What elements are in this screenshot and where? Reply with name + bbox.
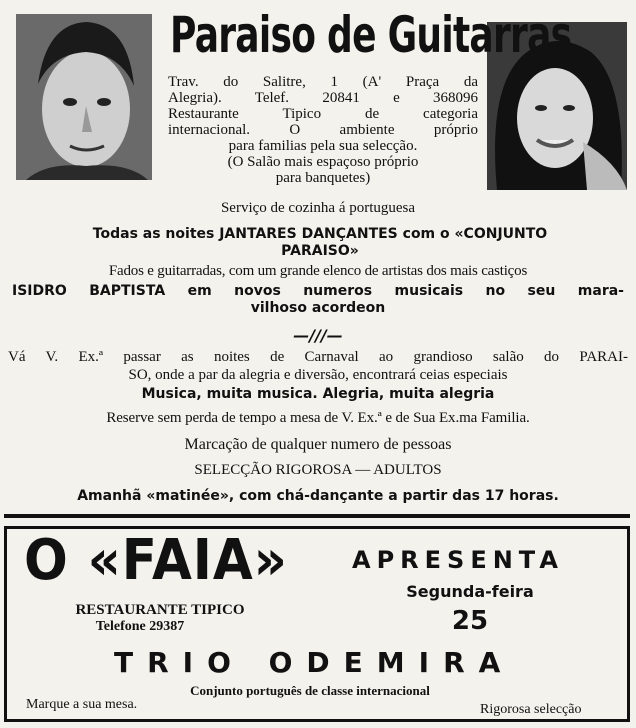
address-line: Restaurante Tipico de categoria: [168, 106, 478, 122]
conjunto-line: Conjunto português de classe internacional: [190, 683, 430, 698]
dinner-line: [20, 226, 620, 260]
amanha-line: Amanhã «matinée», com chá-dançante a partir das 17 horas.: [77, 488, 559, 504]
trio-name: TRIO ODEMIRA: [114, 646, 515, 679]
reserve-line: Reserve sem perda de tempo a mesa de V. Ex.ª e de Sua Ex.ma Familia.: [106, 410, 530, 426]
address-line: Trav. do Salitre, 1 (A' Praça da: [168, 74, 478, 90]
ad-title: Paraiso de Guitarras: [170, 6, 572, 64]
isidro-line: [12, 283, 624, 317]
apresenta-heading: APRESENTA: [352, 546, 564, 574]
restaurant-type: RESTAURANTE TIPICO: [75, 602, 245, 618]
bottom-ad-left-rule: [4, 526, 7, 722]
dinner-line-2: PARAISO»: [281, 243, 359, 259]
bottom-ad-right-rule: [627, 526, 630, 722]
marcacao-line: Marcação de qualquer numero de pessoas: [184, 436, 452, 453]
address-line: Alegria). Telef. 20841 e 368096: [168, 90, 478, 106]
musica-line: Musica, muita musica. Alegria, muita alegria: [141, 386, 495, 402]
address-block: [168, 74, 478, 186]
fados-line: Fados e guitarradas, com um grande elenco de artistas dos mais castiços: [108, 263, 528, 279]
carnaval-line: [8, 348, 628, 384]
rigorosa-line: Rigorosa selecção: [480, 702, 582, 717]
marque-line: Marque a sua mesa.: [26, 697, 138, 712]
address-line: para banquetes): [275, 170, 371, 186]
bottom-ad-bottom-rule: [4, 719, 630, 722]
isidro-line-2: vilhoso acordeon: [250, 300, 386, 316]
portrait-man-photo: [16, 14, 152, 180]
show-day: Segunda-feira: [406, 582, 534, 601]
carnaval-line-1: Vá V. Ex.ª passar as noites de Carnaval ao grandioso salão do PARAI-: [8, 349, 628, 365]
show-date: 25: [451, 606, 489, 636]
carnaval-line-2: SO, onde a par da alegria e diversão, encontrará ceias especiais: [128, 367, 508, 383]
isidro-line-1: ISIDRO BAPTISTA em novos numeros musicais no seu mara-: [12, 283, 624, 299]
divider-rule: [4, 514, 630, 518]
address-line: para familias pela sua selecção.: [228, 138, 418, 154]
restaurant-phone: Telefone 29387: [95, 619, 185, 634]
address-line: (O Salão mais espaçoso próprio: [227, 154, 419, 170]
service-line: Serviço de cozinha á portuguesa: [220, 200, 416, 216]
dinner-line-1: Todas as noites JANTARES DANÇANTES com o «CONJUNTO: [92, 226, 548, 242]
faia-name: O «FAIA»: [24, 528, 288, 593]
separator: —///—: [293, 326, 343, 345]
seleccao-line: SELECÇÃO RIGOROSA — ADULTOS: [194, 462, 442, 478]
address-line: internacional. O ambiente próprio: [168, 122, 478, 138]
